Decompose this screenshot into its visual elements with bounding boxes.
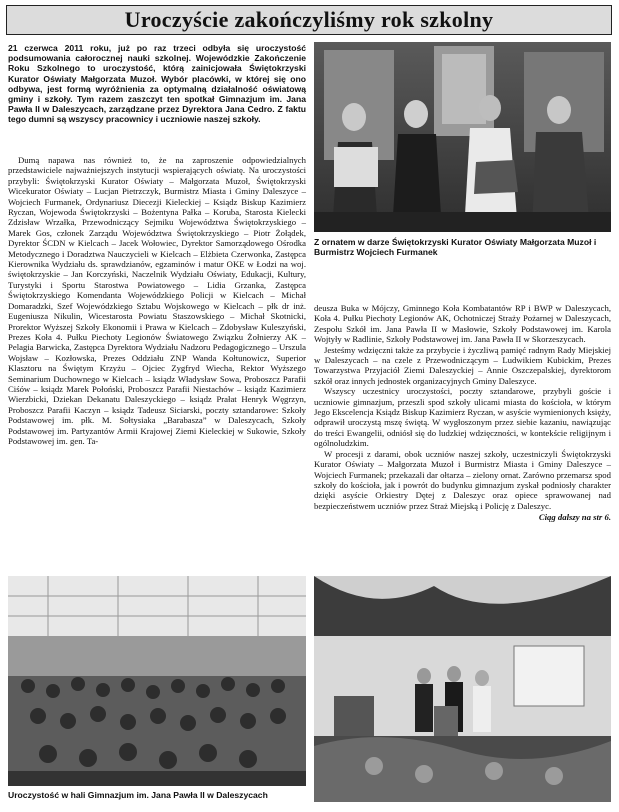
paragraph: Jesteśmy wdzięczni także za przybycie i życzliwą pamięć radnym Rady Miejskiej w Daleszycach – na czele z Przewodniczącym – Ludwikiem Kubickim, Prezes Towarzystwa Przyjaciół Ziemi Daleszyckiej – Annie Oszczepalskiej, dyrektorom szkół oraz innych jednostek organizacyjnych Gminy Daleszyce. xyxy=(314,344,611,386)
photo-chasuble-gift-image xyxy=(314,42,611,232)
photo-stage-image xyxy=(314,576,611,802)
continued-note: Ciąg dalszy na str 6. xyxy=(538,512,611,523)
caption-hall-ceremony: Uroczystość w hali Gimnazjum im. Jana Pawła II w Daleszycach xyxy=(8,790,268,800)
paragraph: Dumą napawa nas również to, że na zaproszenie odpowiedzialnych przedstawiciele najważniejszych instytucji wspierających oświatę. Na uroczystości przybyli: Świętokrzyski Kurator Oświaty – Małgorzata Muzoł, Świętokrzyski Wicekurator Oświaty – Lucjan Pietrzczyk, Burmistrz Miasta i Gminy Daleszyce – Wojciech Furmanek, Ordynariusz Diecezji Kieleckiej – Ksiądz Biskup Kazimierz Ryczan, Wojewoda Świętokrzyski – Bożentyna Pałka – Koruba, Starosta Kielecki Zdzisław Wrzałka, Przewodniczący Sejmiku Województwa Świętokrzyskiego – Marek Gos, członek Zarządu Województwa Świętokrzyskiego – Piotr Żołądek, Dyrektor ŚCDN w Kielcach – Jacek Wołowiec, Dyrektor Samorządowego Ośrodka Metodycznego i Doradztwa Nauczycieli w Kielcach – Elżbieta Czerwonka, Zastępca Kierownika Wydziału ds. sprawdzianów, egzaminów i matur OKE w Łodzi na woj. świętokrzyskie – Jan Korczyński, Naczelnik Wydziału Oświaty, Edukacji, Kultury, Turystyki i Sportu Starostwa Powiatowego – Lidia Grzanka, Zastępca Świętokrzyskiego Komendanta Wojewódzkiego Policji w Kielcach – Michał Domaradzki, Szef Wojewódzkiego Sztabu Wojskowego w Kielcach – płk dr inż. Eugeniusza Nikulin, Wicestarosta Powiatu Staszowskiego – Michał Skotnicki, Prorektor Wyższej Szkoły Ekonomii i Prawa w Kielcach – Zdobysław Kuleszyński, Prezes Koła 4. Pułku Piechoty Legionów Światowego Związku Żołnierzy AK – Pelagia Barwicka, Zastępca Dyrektora Wydziału Nadzoru Pedagogicznego – Urszula Wojsław – Kozłowska, Prezes Oddziału ZNP Wanda Kołtunowicz, Superior Klasztoru na Świętym Krzyżu – Ojciec Zygfryd Wiecha, Rektor Wyższego Seminarium Duchownego w Kielcach – ksiądz Władysław Sowa, Proboszcz Parafii Ciśów – ksiądz Marek Połoński, Proboszcz Parafii Niestachów – ksiądz Kazimierz Wierzbicki, Dziekan Dekanatu Daleszyckiego – ksiądz Prałat Henryk Węgrzyn, Proboszcz Parafii Kaczyn – ksiądz Tadeusz Siciarski, poczty sztandarowe: Szkoły Podstawowej im. płk. M. Sołtysiaka „Barabasza” w Daleszycach, Szkoły Podstawowej im. Partyzantów Armii Krajowej Ziemi Kieleckiej w Sukowie, Szkoły Podstawowej im. gen. Ta- xyxy=(8,155,306,446)
photo-hall-ceremony xyxy=(8,576,306,786)
paragraph: Wszyscy uczestnicy uroczystości, poczty sztandarowe, przybyli goście i uczniowie gimnazjum, przeszli spod szkoły ulicami miasta do kościoła, w którym Jego Ekscelencja Ksiądz Biskup Kazimierz Ryczan, w asyście wymienionych księży, odprawił uroczystą mszę świętą. W wygłoszonym przez siebie kazaniu, nawiązując do treści Ewangelii, odniósł się do ludzkiej wdzięczności, w kontekście religijnym i ogólnoludzkim. xyxy=(314,386,611,449)
article-title: Uroczyście zakończyliśmy rok szkolny xyxy=(124,7,494,32)
article-lead: 21 czerwca 2011 roku, już po raz trzeci odbyła się uroczystość podsumowania całorocznej nauki szkolnej. Wojewódzkie Zakończenie Roku Szkolnego to uroczystość, którą zainicjowała Świętokrzyski Kurator Oświaty Małgorzata Muzoł. Wybór placówki, w której się ono odbywa, jest formą wyróżnienia za optymalną działalność oświatową gminy i szkoły. Tym razem zaszczyt ten spotkał Gimnazjum im. Jana Pawła II w Daleszycach, zarządzane przez Dyrektora Jana Cedro. Z faktu tego dumni są wszyscy pracownicy i uczniowie naszej szkoły. xyxy=(8,43,306,125)
column-left xyxy=(8,155,306,446)
caption-chasuble-gift: Z ornatem w darze Świętokrzyski Kurator Oświaty Małgorzata Muzoł i Burmistrz Wojciech Furmanek xyxy=(314,237,597,258)
column-right xyxy=(314,303,611,523)
photo-hall-ceremony-image xyxy=(8,576,306,786)
photo-stage xyxy=(314,576,611,802)
photo-chasuble-gift xyxy=(314,42,611,232)
paragraph: deusza Buka w Mójczy, Gminnego Koła Kombatantów RP i BWP w Daleszycach, Koła 4. Pułku Piechoty Legionów AK, Ochotniczej Straży Pożarnej w Daleszycach, Zespołu Szkół im. Jana Pawła II w Masłowie, Szkoły Podstawowej im. Karola Wojtyły w Radlinie, Szkoły Podstawowej im. Jana Pawła II w Skorzeszycach. xyxy=(314,303,611,345)
paragraph: W procesji z darami, obok uczniów naszej szkoły, uczestniczyli Świętokrzyski Kurator Oświaty – Małgorzata Muzoł i Burmistrz Miasta i Gminy Daleszyce – Wojciech Furmanek; przekazali dar ołtarza – zielony ornat. Zarówno przemarsz spod szkoły do kościoła, jak i powrót do budynku gimnazjum zyskał podniosły charakter dzięki asyście Orkiestry Dętej z Daleszyc oraz opiece sprawowanej nad bezpieczeństwem uczniów przez Straż Miejską i Policję z Daleszyc. xyxy=(314,448,611,511)
title-bar xyxy=(6,5,612,35)
